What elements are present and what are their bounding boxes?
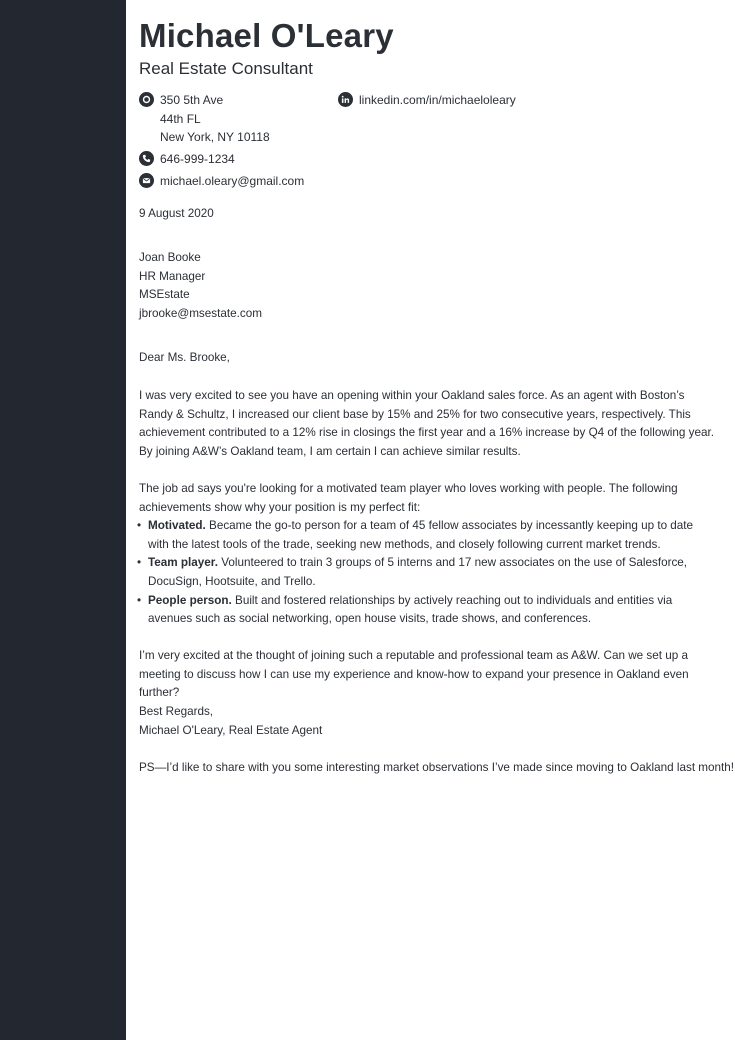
phone-number[interactable]: 646-999-1234 — [160, 152, 235, 166]
phone-row — [139, 151, 235, 169]
body-paragraph-1: I was very excited to see you have an opening within your Oakland sales force. As an agent with Boston’s Randy & Schultz, I increased our client base by 15% and 25% for two consecutive years, respectively. This achievement contributed to a 12% rise in closings the first year and a 16% increase by Q4 of the following year. By joining A&W’s Oakland team, I am certain I can achieve similar results. — [139, 389, 714, 458]
email-address[interactable]: michael.oleary@gmail.com — [160, 174, 305, 188]
achievement-text: Built and fostered relationships by actively reaching out to individuals and entities via avenues such as social networking, open house visits, trade shows, and conferences. — [148, 593, 673, 626]
achievement-text: Became the go-to person for a team of 45 fellow associates by incessantly keeping up to date with the latest tools of the trade, seeking new methods, and closely following current market trends. — [148, 519, 694, 551]
email-icon — [139, 173, 154, 188]
address-line-1: 350 5th Ave — [160, 93, 224, 107]
linkedin-row — [338, 92, 516, 110]
recipient-company: MSEstate — [139, 288, 190, 302]
achievement-lead: Motivated. — [148, 519, 206, 533]
recipient-position: HR Manager — [139, 269, 206, 283]
list-item — [139, 517, 714, 554]
closing-block — [139, 703, 714, 740]
salutation: Dear Ms. Brooke, — [139, 351, 230, 364]
recipient-name: Joan Booke — [139, 251, 201, 264]
achievement-text: Volunteered to train 3 groups of 5 interns and 17 new associates on the use of Salesforce, DocuSign, Hootsuite, and Trello. — [148, 556, 688, 588]
location-pin-icon — [139, 92, 154, 107]
body-paragraph-3: I’m very excited at the thought of joining such a reputable and professional team as A&W. Can we set up a meeting to discuss how I can use my experience and know-how to expand your presence in Oakland even further? — [139, 649, 689, 700]
sidebar-stripe — [0, 0, 126, 1040]
achievement-lead: People person. — [148, 593, 232, 607]
recipient-email: jbrooke@msestate.com — [139, 306, 262, 320]
closing: Best Regards, — [139, 705, 214, 718]
recipient-block — [139, 249, 714, 323]
applicant-title: Real Estate Consultant — [139, 59, 313, 78]
postscript: PS—I’d like to share with you some interesting market observations I’ve made since moving to Oakland last month! — [139, 761, 735, 774]
phone-icon — [139, 151, 154, 166]
list-item — [139, 554, 714, 591]
body-paragraph-2 — [139, 480, 714, 629]
email-row — [139, 173, 304, 191]
list-item — [139, 592, 714, 629]
linkedin-icon — [338, 92, 353, 107]
address-line-3: New York, NY 10118 — [160, 130, 270, 144]
letter-date: 9 August 2020 — [139, 207, 214, 220]
applicant-name: Michael O'Leary — [139, 17, 394, 54]
linkedin-link[interactable]: linkedin.com/in/michaeloleary — [359, 93, 516, 107]
achievement-lead: Team player. — [148, 556, 218, 570]
paragraph-2-intro: The job ad says you're looking for a motivated team player who loves working with people. The following achievements show why your position is my perfect fit: — [139, 482, 678, 514]
address-block — [139, 92, 270, 147]
address-line-2: 44th FL — [160, 111, 201, 126]
signature: Michael O'Leary, Real Estate Agent — [139, 723, 323, 737]
achievements-list — [139, 517, 714, 629]
